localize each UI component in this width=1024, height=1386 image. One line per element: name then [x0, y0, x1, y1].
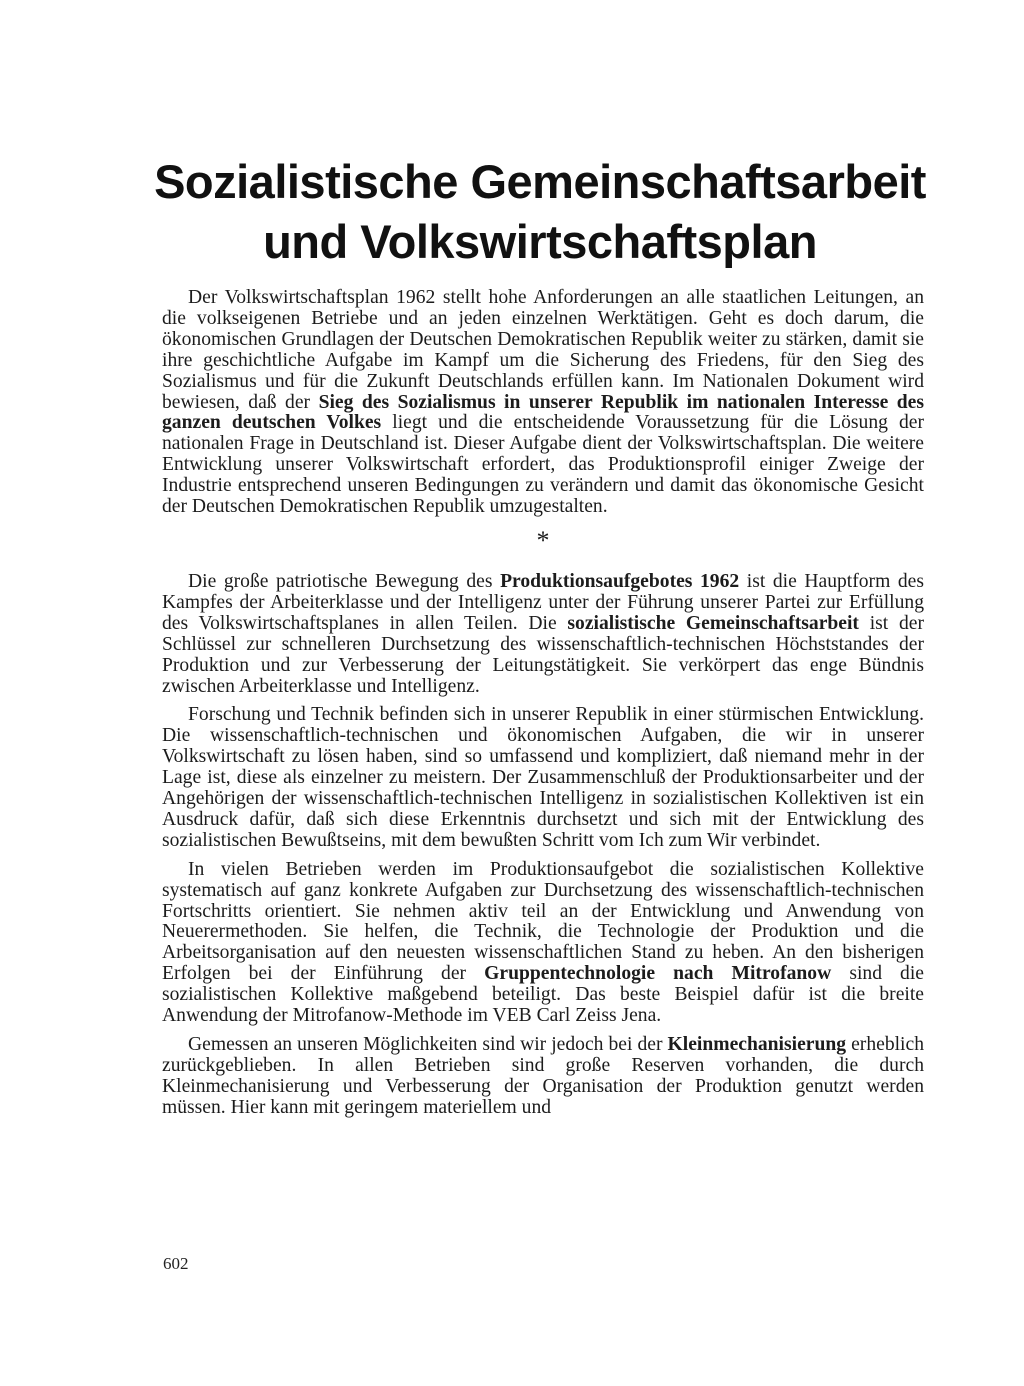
bold-phrase: Produktionsaufgebotes 1962	[500, 570, 740, 592]
section-separator: *	[536, 525, 550, 555]
title-line-1: Sozialistische Gemeinschaftsarbeit	[154, 155, 926, 208]
paragraph-5	[162, 1035, 924, 1119]
title-line-2: und Volkswirtschaftsplan	[263, 215, 817, 268]
text-run: In vielen Betrieben werden im Produktionsaufgebot die sozialistischen Kollektive systematisch auf ganz konkrete Aufgaben zur Durchsetzung des wissenschaftlich-technischen Fortschritts orientiert. Sie nehmen aktiv teil an der Entwicklung und Anwendung von Neuerermethoden. Sie helfen, die Technik, die Technologie der Produktion und die Arbeitsorganisation auf den neuesten wissenschaftlichen Stand zu heben. An den bisherigen Erfolgen bei der Einführung der	[162, 858, 924, 985]
bold-phrase: Sieg des Sozialismus in unserer Republik im nationalen Interesse des ganzen deutschen Volkes	[162, 391, 924, 434]
text-run: sind die sozialistischen Kollektive maßgebend beteiligt. Das beste Beispiel dafür ist die breite Anwendung der Mitrofanow-Methode im VEB Carl Zeiss Jena.	[162, 963, 924, 1027]
page-number: 602	[163, 1254, 189, 1273]
article-body	[162, 288, 924, 1119]
bold-phrase: Kleinmechanisierung	[667, 1034, 847, 1055]
text-run: ist der Schlüssel zur schnelleren Durchsetzung des wissenschaftlich-technischen Höchststandes der Produktion und zur Verbesserung der Leitungstätigkeit. Sie verkörpert das enge Bündnis zwischen Arbeiterklasse und Intelligenz.	[162, 612, 924, 697]
article-title	[150, 152, 930, 272]
text-run: ist die Hauptform des Kampfes der Arbeiterklasse und der Intelligenz unter der Führung unserer Partei zur Erfüllung des Volkswirtschaftsplanes in allen Teilen. Die	[162, 570, 925, 634]
bold-phrase: Gruppentechnologie nach Mitrofanow	[484, 963, 832, 985]
text-run: erheblich zurückgeblieben. In allen Betrieben sind große Reserven vorhanden, die durch Kleinmechanisierung und Verbesserung der Organisation der Produktion genutzt werden müssen. Hier kann mit geringem materiellem und	[162, 1034, 924, 1118]
bold-phrase: sozialistische Gemeinschaftsarbeit	[567, 612, 859, 634]
paragraph-4	[162, 860, 924, 1027]
paragraph-2	[162, 572, 924, 697]
text-run: Gemessen an unseren Möglichkeiten sind wir jedoch bei der	[188, 1034, 668, 1055]
paragraph-3: Forschung und Technik befinden sich in unserer Republik in einer stürmischen Entwicklung. Die wissenschaftlich-technischen und ökonomischen Aufgaben, die wir in unserer Volkswirtschaft zu lösen haben, sind so umfassend und kompliziert, daß niemand mehr in der Lage ist, diese als einzelner zu meistern. Der Zusammenschluß der Produktionsarbeiter und der Angehörigen der wissenschaftlich-technischen Intelligenz in sozialistischen Kollektiven ist ein Ausdruck dafür, daß sich diese Erkenntnis durchsetzt und sich mit der Entwicklung des sozialistischen Bewußtseins, mit dem bewußten Schritt vom Ich zum Wir verbindet.	[162, 704, 924, 851]
text-run: Der Volkswirtschaftsplan 1962 stellt hohe Anforderungen an alle staatlichen Leitungen, an die volkseigenen Betriebe und an jeden einzelnen Werktätigen. Geht es doch darum, die ökonomischen Grundlagen der Deutschen Demokratischen Republik weiter zu stärken, damit sie ihre geschichtliche Aufgabe im Kampf um die Sicherung des Friedens, für den Sieg des Sozialismus und für die Zukunft Deutschlands erfüllen kann. Im Nationalen Dokument wird bewiesen, daß der	[162, 287, 924, 413]
text-run: liegt und die entscheidende Voraussetzung für die Lösung der nationalen Frage in Deutschland ist. Dieser Aufgabe dient der Volkswirtschaftsplan. Die weitere Entwicklung unserer Volkswirtschaft erfordert, das Produktionsprofil einiger Zweige der Industrie entsprechend unseren Bedingungen zu verändern und damit das ökonomische Gesicht der Deutschen Demokratischen Republik umzugestalten.	[162, 412, 924, 518]
text-run: Die große patriotische Bewegung des	[188, 570, 501, 592]
paragraph-1	[162, 288, 924, 518]
